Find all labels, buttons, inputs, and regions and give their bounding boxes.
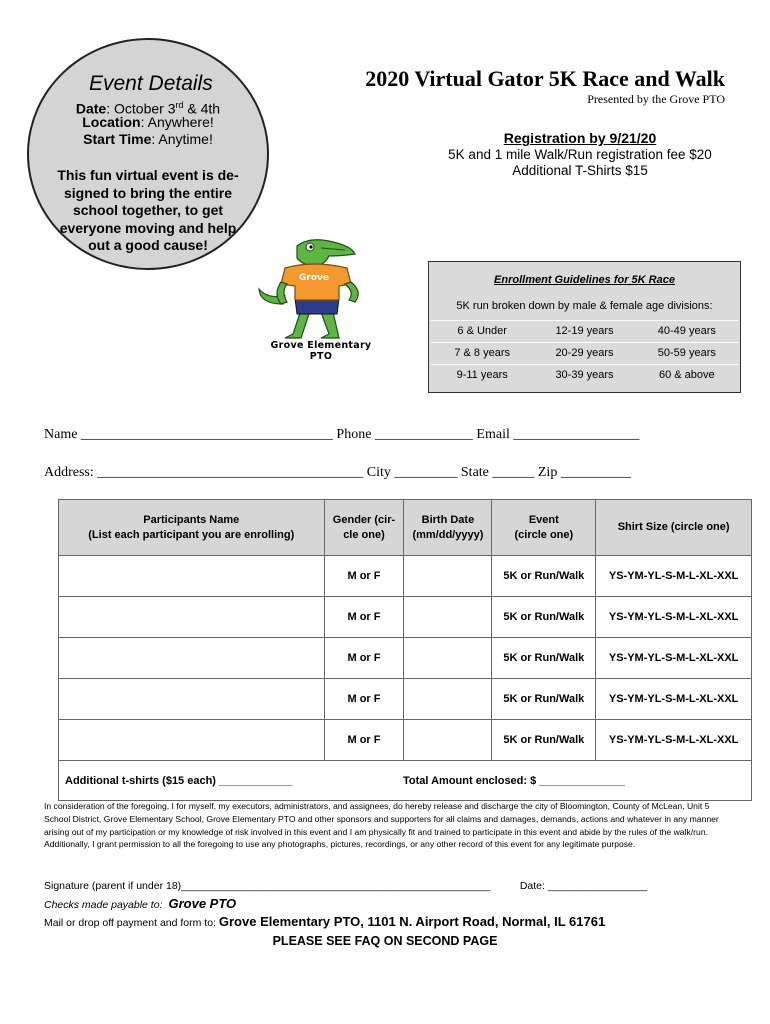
registration-fee: 5K and 1 mile Walk/Run registration fee $20: [448, 147, 712, 162]
faq-note: PLEASE SEE FAQ ON SECOND PAGE: [272, 934, 498, 948]
gender-option[interactable]: M or F: [324, 597, 404, 638]
age-division: 9-11 years: [456, 369, 508, 381]
shirt-price: Additional T-Shirts $15: [512, 163, 648, 178]
presented-by: Presented by the Grove PTO: [587, 92, 725, 106]
age-division: 30-39 years: [555, 369, 614, 381]
age-division: 50-59 years: [657, 347, 716, 359]
age-division: 12-19 years: [555, 325, 614, 337]
shirt-size-option[interactable]: YS-YM-YL-S-M-L-XL-XXL: [596, 720, 752, 761]
enrollment-guidelines-box: [428, 261, 741, 393]
age-division: 6 & Under: [457, 325, 507, 337]
participants-table: [58, 499, 752, 801]
checks-payable: Checks made payable to: Grove PTO: [44, 896, 237, 911]
event-details-title: Event Details: [89, 72, 213, 95]
gender-option[interactable]: M or F: [324, 556, 404, 597]
age-division: 7 & 8 years: [454, 347, 510, 359]
table-row: [59, 638, 752, 679]
registration-deadline: Registration by 9/21/20: [503, 130, 657, 146]
table-row: [59, 556, 752, 597]
signature-line[interactable]: Signature (parent if under 18)_____________________________________________________ Date: _________________: [44, 880, 648, 892]
total-amount-field[interactable]: Total Amount enclosed: $ ______________: [403, 775, 625, 787]
name-phone-email-line[interactable]: Name ____________________________________ Phone ______________ Email __________________: [44, 427, 640, 442]
shirt-size-option[interactable]: YS-YM-YL-S-M-L-XL-XXL: [596, 638, 752, 679]
summary-cell: [59, 761, 752, 801]
participant-name-cell[interactable]: [59, 556, 325, 597]
birth-date-cell[interactable]: [404, 679, 492, 720]
age-division-row: [431, 342, 738, 364]
event-blurb: This fun virtual event is de-signed to bring the entire school together, to get everyone moving and help out a good cause!: [57, 167, 239, 253]
participant-name-cell[interactable]: [59, 720, 325, 761]
age-division-row: [431, 364, 738, 386]
event-option[interactable]: 5K or Run/Walk: [492, 597, 596, 638]
event-location: Location: Anywhere!: [82, 114, 214, 130]
payee-name: Grove PTO: [168, 896, 237, 911]
gender-option[interactable]: M or F: [324, 679, 404, 720]
birth-date-cell[interactable]: [404, 638, 492, 679]
enrollment-title: Enrollment Guidelines for 5K Race: [494, 274, 675, 286]
birth-date-cell[interactable]: [404, 556, 492, 597]
header-gender: Gender (cir- cle one): [324, 500, 404, 556]
mascot-label: Grove Elementary PTO: [270, 340, 372, 362]
age-division-grid: [431, 320, 738, 386]
additional-shirts-field[interactable]: Additional t-shirts ($15 each) ____________: [65, 775, 293, 787]
event-option[interactable]: 5K or Run/Walk: [492, 720, 596, 761]
event-option[interactable]: 5K or Run/Walk: [492, 556, 596, 597]
page-title: 2020 Virtual Gator 5K Race and Walk: [365, 66, 725, 91]
enrollment-subtitle: 5K run broken down by male & female age divisions:: [456, 300, 713, 312]
event-start-time: Start Time: Anytime!: [83, 131, 213, 147]
event-option[interactable]: 5K or Run/Walk: [492, 638, 596, 679]
table-row: [59, 597, 752, 638]
shirt-size-option[interactable]: YS-YM-YL-S-M-L-XL-XXL: [596, 597, 752, 638]
header-birth-date: Birth Date (mm/dd/yyyy): [404, 500, 492, 556]
participant-name-cell[interactable]: [59, 638, 325, 679]
age-division: 20-29 years: [555, 347, 614, 359]
header-event: Event (circle one): [492, 500, 596, 556]
shirt-size-option[interactable]: YS-YM-YL-S-M-L-XL-XXL: [596, 556, 752, 597]
table-row: [59, 720, 752, 761]
mascot-shirt-text: Grove: [299, 273, 329, 283]
gender-option[interactable]: M or F: [324, 638, 404, 679]
mailing-address: Mail or drop off payment and form to: Grove Elementary PTO, 1101 N. Airport Road, Normal, IL 61761: [44, 914, 606, 929]
shirt-size-option[interactable]: YS-YM-YL-S-M-L-XL-XXL: [596, 679, 752, 720]
gender-option[interactable]: M or F: [324, 720, 404, 761]
event-date: Date: October 3rd & 4th: [75, 100, 221, 117]
age-division: 60 & above: [658, 369, 715, 381]
header-participant-name: Participants Name (List each participant you are enrolling): [59, 500, 325, 556]
event-option[interactable]: 5K or Run/Walk: [492, 679, 596, 720]
table-header-row: [59, 500, 752, 556]
age-division: 40-49 years: [657, 325, 716, 337]
address-line[interactable]: Address: ______________________________________ City _________ State ______ Zip __________: [44, 465, 631, 480]
participant-name-cell[interactable]: [59, 597, 325, 638]
participant-name-cell[interactable]: [59, 679, 325, 720]
summary-row: [59, 761, 752, 801]
table-row: [59, 679, 752, 720]
age-division-row: [431, 320, 738, 342]
header-shirt-size: Shirt Size (circle one): [596, 500, 752, 556]
birth-date-cell[interactable]: [404, 597, 492, 638]
birth-date-cell[interactable]: [404, 720, 492, 761]
waiver-text: In consideration of the foregoing, I for myself, my executors, administrators, and assignees, do hereby release and discharge the city of Bloomington, County of McLean, Unit 5 School District, Grove Elementary School, Grove Elementary PTO and other sponsors and supporters for all claims and damages, demands, actions and whatever in any manner arising out of my participation or my knowledge of risk involved in this event and I am physically fit and trained to participate in this event and abide by the rules of the walk/run. Additionally, I grant permission to all the foregoing to use any photographs, pictures, recordings, or any other record of this event for any legitimate purpose.: [44, 801, 719, 850]
